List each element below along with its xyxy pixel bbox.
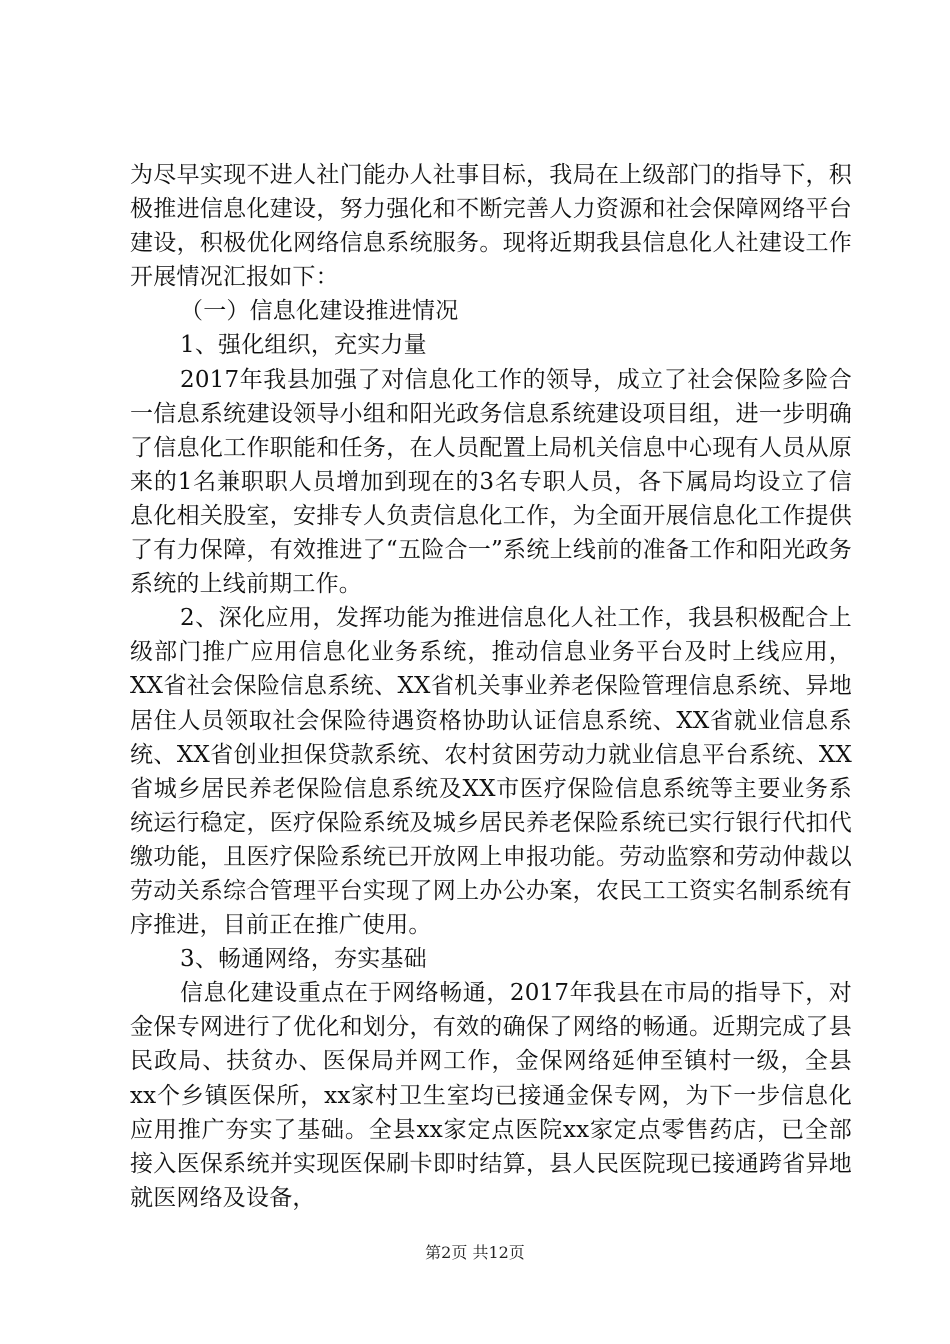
item-3-body: 信息化建设重点在于网络畅通，2017年我县在市局的指导下，对金保专网进行了优化和划分，有效的确保了网络的畅通。近期完成了县民政局、扶贫办、医保局并网工作，金保网络延伸至镇村一级，全县xx个乡镇医保所，xx家村卫生室均已接通金保专网，为下一步信息化应用推广夯实了基础。全县xx家定点医院xx家定点零售药店，已全部接入医保系统并实现医保刷卡即时结算，县人民医院现已接通跨省异地就医网络及设备， (130, 980, 852, 1211)
item-3-heading: 3、畅通网络，夯实基础 (180, 946, 427, 973)
item-2-paragraph: 2、深化应用，发挥功能为推进信息化人社工作，我县积极配合上级部门推广应用信息化业务系统，推动信息业务平台及时上线应用，XX省社会保险信息系统、XX省机关事业养老保险管理信息系统、异地居住人员领取社会保险待遇资格协助认证信息系统、XX省就业信息系统、XX省创业担保贷款系统、农村贫困劳动力就业信息平台系统、XX省城乡居民养老保险信息系统及XX市医疗保险信息系统等主要业务系统运行稳定，医疗保险系统及城乡居民养老保险系统已实行银行代扣代缴功能，且医疗保险系统已开放网上申报功能。劳动监察和劳动仲裁以劳动关系综合管理平台实现了网上办公办案，农民工工资实名制系统有序推进，目前正在推广使用。 (130, 605, 852, 939)
item-1-heading: 1、强化组织，充实力量 (180, 332, 427, 359)
document-body (130, 158, 852, 1215)
section-heading: （一）信息化建设推进情况 (180, 298, 459, 325)
item-1-body: 2017年我县加强了对信息化工作的领导，成立了社会保险多险合一信息系统建设领导小组和阳光政务信息系统建设项目组，进一步明确了信息化工作职能和任务，在人员配置上局机关信息中心现有人员从原来的1名兼职职人员增加到现在的3名专职人员，各下属局均设立了信息化相关股室，安排专人负责信息化工作，为全面开展信息化工作提供了有力保障，有效推进了“五险合一”系统上线前的准备工作和阳光政务系统的上线前期工作。 (130, 366, 852, 598)
intro-paragraph: 为尽早实现不进人社门能办人社事目标，我局在上级部门的指导下，积极推进信息化建设，努力强化和不断完善人力资源和社会保障网络平台建设，积极优化网络信息系统服务。现将近期我县信息化人社建设工作开展情况汇报如下： (130, 162, 852, 291)
page-footer: 第2页 共12页 (425, 1243, 525, 1262)
